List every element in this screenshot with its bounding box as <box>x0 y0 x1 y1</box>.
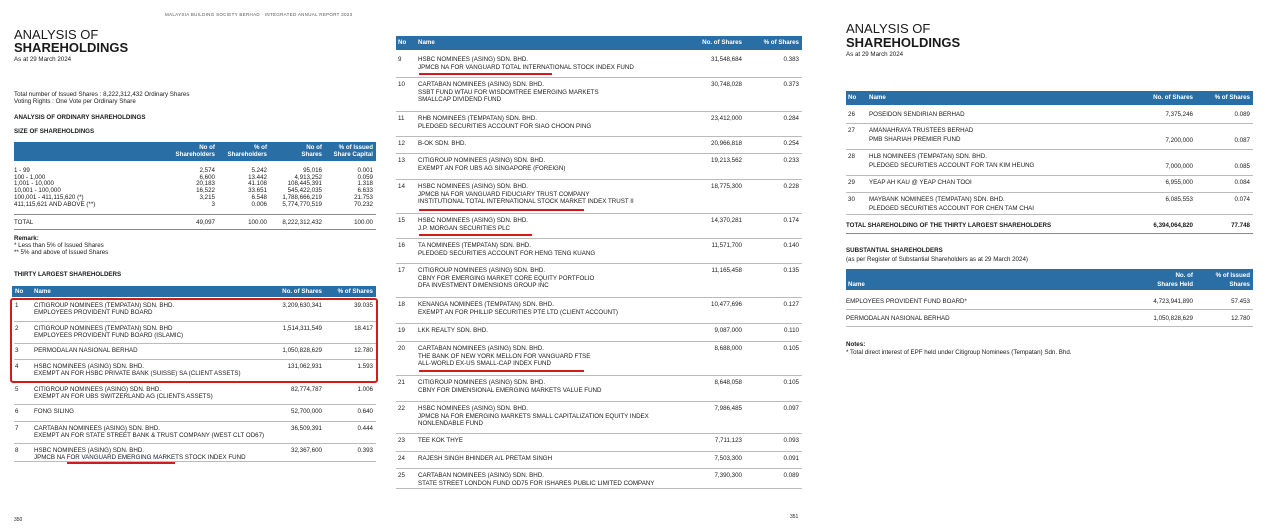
col-header: Name <box>869 94 886 101</box>
row-name: CBNY FOR DIMENSIONAL EMERGING MARKETS VALUE FUND <box>418 386 602 394</box>
red-underline-annotation <box>419 209 584 211</box>
row-no: 30 <box>848 196 855 203</box>
size-row-label: 1 - 99 <box>14 167 30 174</box>
section-heading: SIZE OF SHAREHOLDINGS <box>14 128 95 135</box>
row-name: EXEMPT AN FOR UBS AG SINGAPORE (FOREIGN) <box>418 164 566 172</box>
row-shares: 7,000,000 <box>1165 163 1193 170</box>
size-total-value: 49,097 <box>196 219 215 226</box>
size-row-label: 100 - 1,000 <box>14 173 46 181</box>
row-pct: 1.593 <box>357 363 373 370</box>
row-shares: 11,571,700 <box>711 242 742 249</box>
page-number: 351 <box>790 514 799 520</box>
row-name: TEE KOK THYE <box>418 437 463 444</box>
size-total-label: TOTAL <box>14 219 34 226</box>
row-name: HLB NOMINEES (TEMPATAN) SDN. BHD. <box>869 153 987 160</box>
row-divider <box>846 309 1253 310</box>
row-no: 21 <box>398 379 405 386</box>
row-divider <box>846 175 1253 176</box>
col-header: % of Shares <box>763 39 799 46</box>
row-pct: 12.780 <box>1231 315 1250 322</box>
row-name: TA NOMINEES (TEMPATAN) SDN. BHD. <box>418 242 531 249</box>
row-no: 2 <box>15 325 19 332</box>
row-pct: 0.640 <box>357 408 373 415</box>
size-row-value: 20,183 <box>196 180 215 188</box>
row-pct: 0.254 <box>783 140 799 147</box>
row-name: JPMCB NA FOR VANGUARD EMERGING MARKETS STOCK INDEX FUND <box>34 454 246 461</box>
row-name: CARTABAN NOMINEES (ASING) SDN. BHD. <box>418 472 544 479</box>
row-no: 7 <box>15 425 19 432</box>
size-total-value: 100.00 <box>248 219 267 226</box>
row-no: 25 <box>398 472 405 479</box>
row-divider <box>846 192 1253 193</box>
size-total-value: 8,222,312,432 <box>282 219 322 226</box>
row-name: HSBC NOMINEES (ASING) SDN. BHD. <box>418 183 529 190</box>
size-row-value: 1.318 <box>357 180 373 188</box>
row-name: CARTABAN NOMINEES (ASING) SDN. BHD. <box>34 425 160 432</box>
size-row-value: 21.753 <box>354 193 373 201</box>
red-underline-annotation <box>419 370 584 372</box>
row-no: 8 <box>15 447 19 454</box>
row-shares: 8,648,058 <box>714 379 742 386</box>
row-no: 24 <box>398 455 405 462</box>
col-header: No. of Shares <box>702 39 742 46</box>
row-no: 27 <box>848 127 855 134</box>
size-row-value: 70.232 <box>354 200 373 208</box>
row-no: 16 <box>398 242 405 249</box>
row-name: CITIGROUP NOMINEES (TEMPATAN) SDN. BHD. <box>34 302 175 309</box>
row-shares: 3,209,630,341 <box>282 302 322 309</box>
col-header: % of Shares <box>337 288 373 295</box>
row-shares: 7,711,123 <box>714 437 742 444</box>
remark-title: Remark: <box>14 235 39 242</box>
row-divider <box>396 297 802 298</box>
row-shares: 23,412,000 <box>711 115 742 122</box>
row-shares: 9,087,000 <box>714 327 742 334</box>
row-name: JPMCB NA FOR VANGUARD FIDUCIARY TRUST COMPANY <box>418 190 590 198</box>
size-row-value: 2,574 <box>199 167 215 174</box>
row-no: 22 <box>398 405 405 412</box>
size-col-header: No of <box>306 144 322 151</box>
row-name: SSBT FUND WTAU FOR WISDOMTREE EMERGING MARKETS <box>418 88 599 96</box>
col-header: Shares Held <box>1157 281 1193 288</box>
size-row-value: 0.059 <box>357 173 373 181</box>
row-name: MAYBANK NOMINEES (TEMPATAN) SDN. BHD. <box>869 196 1005 203</box>
size-col-header: Shareholders <box>227 151 267 158</box>
size-row-value: 6.548 <box>251 193 267 201</box>
row-name: FONG SILING <box>34 408 74 415</box>
row-pct: 1.006 <box>357 386 373 393</box>
row-divider <box>846 214 1253 215</box>
row-pct: 0.089 <box>1234 111 1250 118</box>
row-name: CITIGROUP NOMINEES (TEMPATAN) SDN. BHD <box>34 325 173 332</box>
row-no: 1 <box>15 302 19 309</box>
row-name: B-OK SDN. BHD. <box>418 140 467 147</box>
note-line: * Total direct interest of EPF held under Citigroup Nominees (Tempatan) Sdn. Bhd. <box>846 349 1072 356</box>
row-no: 10 <box>398 81 405 88</box>
row-no: 14 <box>398 183 405 190</box>
row-name: AMANAHRAYA TRUSTEES BERHAD <box>869 127 974 134</box>
size-row-value: 545,422,035 <box>287 187 322 195</box>
row-name: EMPLOYEES PROVIDENT FUND BOARD <box>34 309 153 316</box>
size-total-value: 100.00 <box>354 219 373 226</box>
row-pct: 0.097 <box>783 405 799 412</box>
row-name: HSBC NOMINEES (ASING) SDN. BHD. <box>418 217 529 224</box>
row-pct: 0.373 <box>783 81 799 88</box>
row-name: CITIGROUP NOMINEES (ASING) SDN. BHD. <box>418 379 546 386</box>
row-name: HSBC NOMINEES (ASING) SDN. BHD. <box>418 405 529 412</box>
row-no: 29 <box>848 179 855 186</box>
row-divider <box>14 404 376 405</box>
row-pct: 0.085 <box>1234 163 1250 170</box>
row-no: 23 <box>398 437 405 444</box>
row-shares: 52,700,000 <box>291 408 322 415</box>
col-header: % of Issued <box>1215 272 1250 279</box>
row-pct: 0.105 <box>783 379 799 386</box>
row-pct: 39.035 <box>354 302 373 309</box>
row-shares: 30,748,028 <box>711 81 742 88</box>
row-name: PERMODALAN NASIONAL BERHAD <box>846 315 950 322</box>
row-pct: 0.228 <box>783 183 799 190</box>
row-divider <box>396 179 802 180</box>
row-divider <box>396 213 802 214</box>
row-pct: 0.135 <box>783 267 799 274</box>
row-divider <box>396 238 802 239</box>
voting-rights-text: Voting Rights : One Vote per Ordinary Share <box>14 98 136 105</box>
row-shares: 7,986,485 <box>714 405 742 412</box>
red-highlight-box <box>10 298 378 383</box>
col-header: No. of Shares <box>282 288 322 295</box>
size-row-label: 1,001 - 10,000 <box>14 180 54 188</box>
page-title-line2: SHAREHOLDINGS <box>846 35 961 50</box>
page-number: 350 <box>14 517 23 523</box>
size-row-value: 16,522 <box>196 187 215 195</box>
row-pct: 0.089 <box>783 472 799 479</box>
row-no: 11 <box>398 115 405 122</box>
row-divider <box>396 153 802 154</box>
page-title-line1: ANALYSIS OF <box>846 21 931 36</box>
row-name: PLEDGED SECURITIES ACCOUNT FOR HENG TENG KUANG <box>418 249 596 257</box>
red-underline-annotation <box>67 462 175 464</box>
row-shares: 32,367,600 <box>291 447 322 454</box>
row-name: HSBC NOMINEES (ASING) SDN. BHD. <box>418 56 529 63</box>
row-divider <box>14 443 376 444</box>
row-divider <box>846 123 1253 124</box>
row-divider <box>396 375 802 376</box>
row-divider <box>396 341 802 342</box>
size-row-value: 6.633 <box>357 187 373 195</box>
row-no: 3 <box>15 347 19 354</box>
row-pct: 12.780 <box>354 347 373 354</box>
row-name: JPMCB NA FOR EMERGING MARKETS SMALL CAPITALIZATION EQUITY INDEX <box>418 412 649 420</box>
row-name: EMPLOYEES PROVIDENT FUND BOARD* <box>846 298 967 305</box>
row-divider <box>396 263 802 264</box>
size-row-value: 13.442 <box>248 173 267 181</box>
size-col-header: % of Issued <box>338 144 373 151</box>
row-no: 9 <box>398 56 402 63</box>
row-name: HSBC NOMINEES (ASING) SDN. BHD. <box>34 447 145 454</box>
remark-line: * Less than 5% of Issued Shares <box>14 242 104 249</box>
size-row-value: 3 <box>211 200 215 208</box>
total-pct: 77.748 <box>1231 222 1250 229</box>
size-col-header: No of <box>199 144 215 151</box>
row-no: 4 <box>15 363 19 370</box>
row-divider <box>396 77 802 78</box>
size-col-header: Shares <box>301 151 322 158</box>
red-underline-annotation <box>419 73 552 75</box>
issued-shares-text: Total number of Issued Shares : 8,222,312,432 Ordinary Shares <box>14 91 190 98</box>
row-pct: 0.284 <box>783 115 799 122</box>
col-header: No. of Shares <box>1153 94 1193 101</box>
row-pct: 0.074 <box>1234 196 1250 203</box>
row-divider <box>396 451 802 452</box>
row-name: PMB SHARIAH PREMIER FUND <box>869 135 961 143</box>
row-divider <box>396 136 802 137</box>
row-divider <box>396 488 802 489</box>
row-shares: 1,050,828,629 <box>1153 315 1193 322</box>
size-row-label: 411,115,621 AND ABOVE (**) <box>14 200 96 208</box>
section-subheading: (as per Register of Substantial Shareholders as at 29 March 2024) <box>846 256 1028 263</box>
row-name: CITIGROUP NOMINEES (ASING) SDN. BHD. <box>418 267 546 274</box>
row-shares: 7,200,000 <box>1165 137 1193 144</box>
row-divider <box>396 468 802 469</box>
col-header: Name <box>418 39 435 46</box>
row-shares: 11,165,458 <box>711 267 742 274</box>
row-divider <box>396 111 802 112</box>
section-heading: ANALYSIS OF ORDINARY SHAREHOLDINGS <box>14 114 146 121</box>
report-banner: MALAYSIA BUILDING SOCIETY BERHAD · INTEGRATED ANNUAL REPORT 2023 <box>165 12 353 17</box>
row-divider <box>396 433 802 434</box>
size-col-header: % of <box>253 144 267 151</box>
row-name: CARTABAN NOMINEES (ASING) SDN. BHD. <box>418 345 544 352</box>
total-label: TOTAL SHAREHOLDING OF THE THIRTY LARGEST SHAREHOLDERS <box>846 222 1052 229</box>
row-no: 15 <box>398 217 405 224</box>
col-header: Name <box>34 288 51 295</box>
col-header: No. of <box>1175 272 1193 279</box>
section-heading: SUBSTANTIAL SHAREHOLDERS <box>846 247 943 254</box>
row-pct: 0.087 <box>1234 137 1250 144</box>
remark-line: ** 5% and above of Issued Shares <box>14 249 109 256</box>
row-divider <box>846 149 1253 150</box>
row-pct: 0.383 <box>783 56 799 63</box>
row-name: RHB NOMINEES (TEMPATAN) SDN. BHD. <box>418 115 537 122</box>
size-row-value: 41.108 <box>248 180 267 188</box>
row-name: DFA INVESTMENT DIMENSIONS GROUP INC <box>418 282 549 289</box>
row-name: POSEIDON SENDIRIAN BERHAD <box>869 111 965 118</box>
row-pct: 0.110 <box>783 327 799 334</box>
row-no: 12 <box>398 140 405 147</box>
row-shares: 4,723,941,890 <box>1153 298 1193 305</box>
row-name: STATE STREET LONDON FUND OD75 FOR ISHARES PUBLIC LIMITED COMPANY <box>418 479 655 487</box>
size-row-value: 108,445,391 <box>287 180 322 188</box>
size-row-value: 4,913,252 <box>294 173 322 181</box>
row-name: NONLENDABLE FUND <box>418 420 483 427</box>
size-row-label: 10,001 - 100,000 <box>14 187 61 195</box>
col-header: No <box>398 39 407 46</box>
row-divider <box>14 229 376 230</box>
row-no: 18 <box>398 301 405 308</box>
row-name: THE BANK OF NEW YORK MELLON FOR VANGUARD FTSE <box>418 352 591 360</box>
col-header: % of Shares <box>1214 94 1250 101</box>
as-at-date: As at 29 March 2024 <box>14 56 72 63</box>
size-row-value: 5,774,770,519 <box>282 200 322 208</box>
as-at-date: As at 29 March 2024 <box>846 51 904 58</box>
row-name: YEAP AH KAU @ YEAP CHAN TOOI <box>869 179 972 186</box>
row-pct: 0.140 <box>783 242 799 249</box>
row-no: 5 <box>15 386 19 393</box>
col-header: No <box>15 288 24 295</box>
row-name: ALL-WORLD EX-US SMALL-CAP INDEX FUND <box>418 360 551 367</box>
col-header: Name <box>848 281 865 288</box>
row-name: PLEDGED SECURITIES ACCOUNT FOR CHEN TAM CHAI <box>869 204 1035 212</box>
row-name: PERMODALAN NASIONAL BERHAD <box>34 347 138 354</box>
row-name: CITIGROUP NOMINEES (ASING) SDN. BHD. <box>34 386 162 393</box>
row-name: RAJESH SINGH BHINDER A/L PRETAM SINGH <box>418 455 553 462</box>
row-name: JPMCB NA FOR VANGUARD TOTAL INTERNATIONAL STOCK INDEX FUND <box>418 63 634 71</box>
row-pct: 0.393 <box>357 447 373 454</box>
row-divider <box>14 421 376 422</box>
row-no: 28 <box>848 153 855 160</box>
row-pct: 0.093 <box>783 437 799 444</box>
size-row-value: 0.006 <box>251 200 267 208</box>
row-no: 13 <box>398 157 405 164</box>
row-shares: 7,503,300 <box>714 455 742 462</box>
row-pct: 18.417 <box>354 325 373 332</box>
page-title-line1: ANALYSIS OF <box>14 27 99 42</box>
row-name: J.P. MORGAN SECURITIES PLC <box>418 224 511 232</box>
row-shares: 18,775,300 <box>711 183 742 190</box>
row-divider <box>846 233 1253 234</box>
row-shares: 6,955,000 <box>1165 179 1193 186</box>
row-shares: 14,370,281 <box>711 217 742 224</box>
row-no: 6 <box>15 408 19 415</box>
size-row-value: 0.001 <box>357 167 373 174</box>
size-row-value: 3,215 <box>199 193 215 201</box>
row-shares: 20,966,818 <box>711 140 742 147</box>
row-shares: 7,390,300 <box>714 472 742 479</box>
row-pct: 0.105 <box>783 345 799 352</box>
size-row-value: 6,600 <box>199 173 215 181</box>
row-divider <box>396 323 802 324</box>
row-name: SMALLCAP DIVIDEND FUND <box>418 96 502 103</box>
row-shares: 82,774,787 <box>291 386 322 393</box>
row-no: 20 <box>398 345 405 352</box>
row-shares: 131,062,931 <box>287 363 322 370</box>
row-shares: 1,050,828,629 <box>282 347 322 354</box>
row-no: 17 <box>398 267 405 274</box>
row-shares: 7,375,246 <box>1165 111 1193 118</box>
row-shares: 36,509,391 <box>291 425 322 432</box>
row-pct: 57.453 <box>1231 298 1250 305</box>
row-pct: 0.091 <box>783 455 799 462</box>
row-name: EXEMPT AN FOR HSBC PRIVATE BANK (SUISSE) SA (CLIENT ASSETS) <box>34 370 241 377</box>
row-name: CITIGROUP NOMINEES (ASING) SDN. BHD. <box>418 157 546 164</box>
row-pct: 0.233 <box>783 157 799 164</box>
row-name: CARTABAN NOMINEES (ASING) SDN. BHD. <box>418 81 544 88</box>
row-shares: 6,085,553 <box>1165 196 1193 203</box>
row-name: KENANGA NOMINEES (TEMPATAN) SDN. BHD. <box>418 301 554 308</box>
row-shares: 8,688,000 <box>714 345 742 352</box>
red-underline-annotation <box>419 234 532 236</box>
row-pct: 0.084 <box>1234 179 1250 186</box>
notes-title: Notes: <box>846 341 866 348</box>
row-no: 19 <box>398 327 405 334</box>
section-heading: THIRTY LARGEST SHAREHOLDERS <box>14 271 122 278</box>
size-row-value: 1,788,666,219 <box>282 193 322 201</box>
row-pct: 0.444 <box>357 425 373 432</box>
row-shares: 31,548,684 <box>711 56 742 63</box>
row-divider <box>396 401 802 402</box>
row-shares: 1,514,311,549 <box>282 325 322 332</box>
row-shares: 19,213,562 <box>711 157 742 164</box>
row-name: EXEMPT AN FOR PHILLIP SECURITIES PTE LTD (CLIENT ACCOUNT) <box>418 308 618 316</box>
size-row-label: 100,001 - 411,115,620 (*) <box>14 193 84 201</box>
row-name: LKK REALTY SDN. BHD. <box>418 327 488 334</box>
row-name: EXEMPT AN FOR STATE STREET BANK & TRUST COMPANY (WEST CLT OD67) <box>34 432 265 439</box>
row-pct: 0.127 <box>783 301 799 308</box>
row-name: HSBC NOMINEES (ASING) SDN. BHD. <box>34 363 145 370</box>
total-shares: 6,394,064,820 <box>1153 222 1193 229</box>
row-divider <box>14 214 376 215</box>
row-pct: 0.174 <box>783 217 799 224</box>
row-name: PLEDGED SECURITIES ACCOUNT FOR SIAO CHOON PING <box>418 122 592 130</box>
row-name: CBNY FOR EMERGING MARKET CORE EQUITY PORTFOLIO <box>418 274 595 282</box>
row-name: EXEMPT AN FOR UBS SWITZERLAND AG (CLIENTS ASSETS) <box>34 393 213 400</box>
size-row-value: 95,016 <box>303 167 322 174</box>
row-name: PLEDGED SECURITIES ACCOUNT FOR TAN KIM HEUNG <box>869 161 1035 169</box>
col-header: No <box>848 94 857 101</box>
row-shares: 10,477,696 <box>711 301 742 308</box>
row-no: 26 <box>848 111 855 118</box>
col-header: Shares <box>1229 281 1250 288</box>
size-col-header: Share Capital <box>333 151 373 158</box>
row-divider <box>846 326 1253 327</box>
page-title-line2: SHAREHOLDINGS <box>14 40 129 55</box>
size-col-header: Shareholders <box>175 151 215 158</box>
row-name: INSTITUTIONAL TOTAL INTERNATIONAL STOCK MARKET INDEX TRUST II <box>418 198 634 205</box>
size-row-value: 5.242 <box>251 167 267 174</box>
row-name: EMPLOYEES PROVIDENT FUND BOARD (ISLAMIC) <box>34 332 184 339</box>
size-row-value: 33.651 <box>248 187 267 195</box>
